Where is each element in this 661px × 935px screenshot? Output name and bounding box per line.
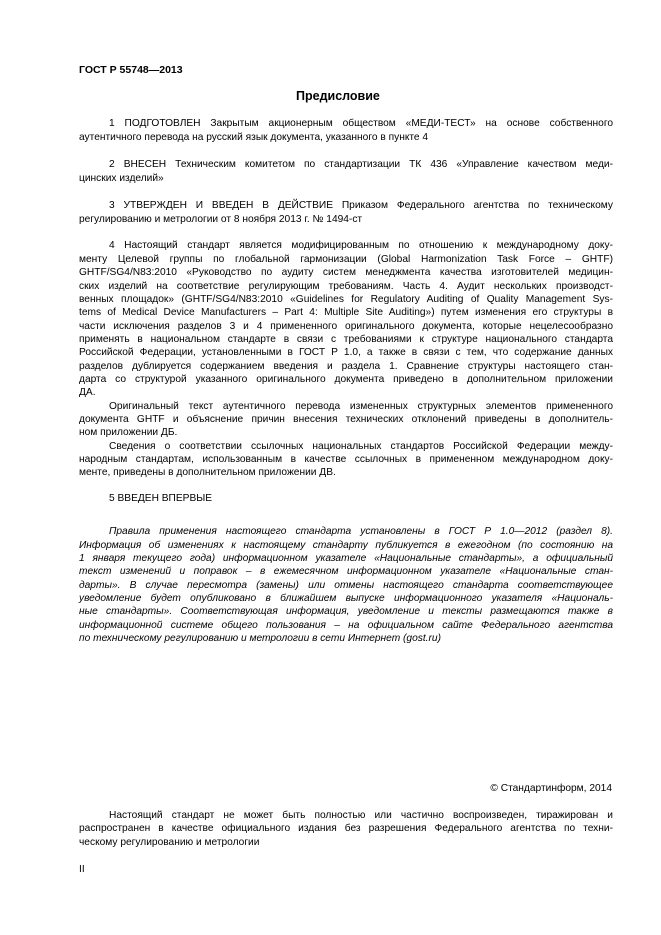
section-2-line-2: цинских изделий» xyxy=(79,173,164,184)
rules-note-line-8: информационной системе общего пользования – на официальном сайте Федерального агентства xyxy=(79,620,613,631)
section-4-line-14: документа GHTF и объяснение причин внесения технических отклонений приведены в дополнитель- xyxy=(79,414,613,425)
section-2-line-1: 2 ВНЕСЕН Техническим комитетом по стандартизации ТК 436 «Управление качеством меди- xyxy=(109,159,613,170)
section-3-line-1: 3 УТВЕРЖДЕН И ВВЕДЕН В ДЕЙСТВИЕ Приказом Федерального агентства по техническому xyxy=(109,200,613,211)
rules-note-line-4: текст изменений и поправок – в ежемесячном информационном указателе «Национальные стан- xyxy=(79,566,613,577)
rules-note-line-3: 1 января текущего года) информационном указателе «Национальные стандарты», а официальный xyxy=(79,553,613,564)
section-4-line-12: ДА. xyxy=(79,387,96,398)
rules-note-line-9: по техническому регулированию и метрологии в сети Интернет (gost.ru) xyxy=(79,633,441,644)
section-4-line-3: GHTF/SG4/N83:2010 «Руководство по аудиту систем менеджмента качества изготовителей медицин- xyxy=(79,267,613,278)
rules-note-line-1: Правила применения настоящего стандарта установлены в ГОСТ Р 1.0—2012 (раздел 8). xyxy=(109,526,613,537)
doc-code: ГОСТ Р 55748—2013 xyxy=(79,64,183,76)
section-4-line-9: Российской Федерации, установленными в ГОСТ Р 1.0, а также в связи с тем, что содержание данных xyxy=(79,347,613,358)
reproduction-note-line-3: ческому регулированию и метрологии xyxy=(79,837,260,848)
section-4-line-1: 4 Настоящий стандарт является модифицированным по отношению к международному доку- xyxy=(109,240,613,251)
reproduction-note-line-1: Настоящий стандарт не может быть полностью или частично воспроизведен, тиражирован и xyxy=(109,810,613,821)
section-4-line-8: применять в национальном стандарте в связи с требованиями к структуре национального стандарта xyxy=(79,334,613,345)
section-4-line-15: ном приложении ДБ. xyxy=(79,427,178,438)
section-4-line-18: менте, приведены в дополнительном приложении ДВ. xyxy=(79,467,336,478)
rules-note-line-5: дарты». В случае пересмотра (замены) или отмены настоящего стандарта соответствующее xyxy=(79,580,613,591)
section-4-line-6: tems of Medical Device Manufacturers – Part 4: Multiple Site Auditing») путем изменения его структуры в xyxy=(79,307,613,318)
page-number: II xyxy=(79,864,85,875)
section-5-line-1: 5 ВВЕДЕН ВПЕРВЫЕ xyxy=(109,493,213,504)
section-4-line-5: венных площадок» (GHTF/SG4/N83:2010 «Guidelines for Regulatory Auditing of Quality Management Sys- xyxy=(79,294,613,305)
copyright: © Стандартинформ, 2014 xyxy=(490,783,612,794)
section-1-line-1: 1 ПОДГОТОВЛЕН Закрытым акционерным обществом «МЕДИ-ТЕСТ» на основе собственного xyxy=(109,118,613,129)
section-4-line-4: ских изделий на соответствие регулирующим требованиям. Часть 4. Аудит нескольких производст- xyxy=(79,281,613,292)
section-4-line-13: Оригинальный текст аутентичного перевода измененных структурных элементов примененного xyxy=(109,401,613,412)
section-4-line-16: Сведения о соответствии ссылочных национальных стандартов Российской Федерации между- xyxy=(109,441,613,452)
section-4-line-10: разделов дублируется содержанием введения и раздела 1. Сравнение структуры настоящего стан- xyxy=(79,361,613,372)
section-4-line-11: дарта со структурой указанного оригинального документа приведено в дополнительном приложении xyxy=(79,374,613,385)
section-4-line-2: менту Целевой группы по глобальной гармонизации (Global Harmonization Task Force – GHTF) xyxy=(79,254,613,265)
reproduction-note-line-2: распространен в качестве официального издания без разрешения Федерального агентства по техни- xyxy=(79,823,613,834)
rules-note-line-7: ные стандарты». Соответствующая информация, уведомление и тексты размещаются также в xyxy=(79,606,613,617)
rules-note-line-2: Информация об изменениях к настоящему стандарту публикуется в ежегодном (по состоянию на xyxy=(79,540,613,551)
section-3-line-2: регулированию и метрологии от 8 ноября 2013 г. № 1494-ст xyxy=(79,214,363,225)
section-4-line-7: части исключения разделов 3 и 4 примененного оригинального документа, которые нецелесообразно xyxy=(79,321,613,332)
section-4-line-17: народным стандартам, использованным в качестве ссылочных в примененном международном доку- xyxy=(79,454,613,465)
section-1-line-2: аутентичного перевода на русский язык документа, указанного в пункте 4 xyxy=(79,132,429,143)
rules-note-line-6: уведомление будет опубликовано в ближайшем выпуске информационного указателя «Националь- xyxy=(79,593,613,604)
page-title: Предисловие xyxy=(296,89,380,103)
